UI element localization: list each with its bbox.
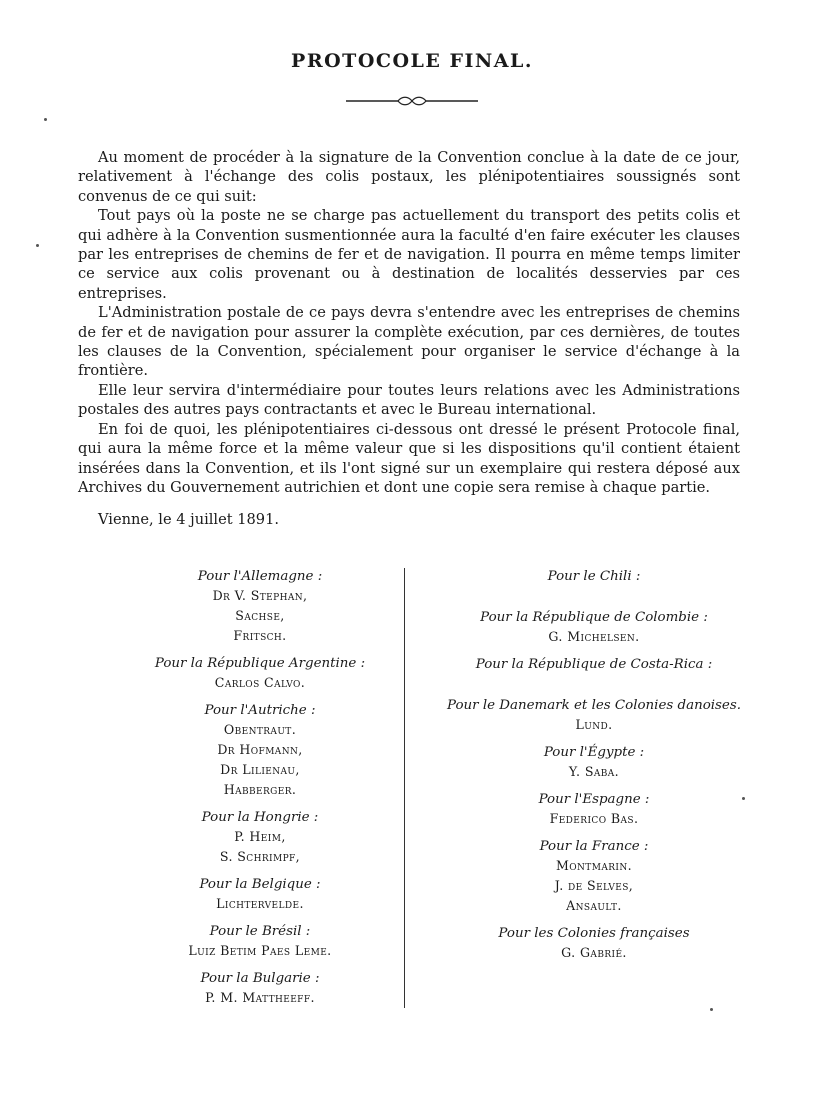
place-date: Vienne, le 4 juillet 1891. xyxy=(98,511,280,528)
signatory-name: G. Michelsen. xyxy=(548,629,640,644)
signatory-name: Federico Bas. xyxy=(549,811,639,826)
signatory-name: Ansault. xyxy=(566,898,622,913)
country-heading: Pour la Bulgarie : xyxy=(200,971,320,986)
signature-group xyxy=(414,743,774,782)
country-heading: Pour le Brésil : xyxy=(209,924,311,939)
signature-group xyxy=(414,790,774,829)
paragraph-in-witness: En foi de quoi, les plénipotentiaires ci-dessous ont dressé le présent Protocole final, qui aura la même force et la même valeur que si les dispositions qu'il contient étaient insérées dans la Convention, et ils l'ont signé sur un exemplaire qui restera déposé aux Archives du Gouvernement autrichien et dont une copie sera remise à chaque partie. xyxy=(78,420,740,496)
page-title: PROTOCOLE FINAL. xyxy=(291,50,533,72)
signature-group xyxy=(90,969,430,1008)
signature-group xyxy=(90,654,430,693)
ornament-divider-icon xyxy=(342,94,482,108)
signatory-name: Dr Lilienau, xyxy=(220,762,300,777)
paragraph-administration: L'Administration postale de ce pays devra s'entendre avec les entreprises de chemins de fer et de navigation pour assurer la complète exécution, par ces dernières, de toutes les clauses de la Convention, spécialement pour organiser le service d'échange à la frontière. xyxy=(78,304,740,380)
signature-group xyxy=(414,608,774,647)
signature-group xyxy=(90,808,430,867)
signatory-name: Sachse, xyxy=(235,608,285,623)
signature-group xyxy=(414,655,774,674)
scan-speck xyxy=(742,797,745,800)
signatory-name: P. M. Mattheeff. xyxy=(205,990,315,1005)
signature-group xyxy=(414,924,774,963)
signatory-name: Y. Saba. xyxy=(568,764,620,779)
country-heading: Pour l'Autriche : xyxy=(204,703,316,718)
country-heading: Pour la France : xyxy=(539,839,649,854)
signatures-left-column xyxy=(90,567,430,1016)
protocol-body xyxy=(78,148,740,497)
signature-group xyxy=(414,567,774,586)
paragraph-intermediary: Elle leur servira d'intermédiaire pour toutes leurs relations avec les Administrations postales des autres pays contractants et avec le Bureau international. xyxy=(78,381,740,419)
signatory-name: Habberger. xyxy=(223,782,297,797)
signatory-name: Fritsch. xyxy=(233,628,287,643)
signature-group xyxy=(414,837,774,916)
country-heading: Pour le Danemark et les Colonies danoises. xyxy=(447,698,741,713)
signatory-name: Carlos Calvo. xyxy=(214,675,306,690)
scan-speck xyxy=(44,118,47,121)
signatory-name: Lichtervelde. xyxy=(216,896,304,911)
signatory-name: Dr V. Stephan, xyxy=(212,588,308,603)
signatory-name: Montmarin. xyxy=(555,858,633,873)
signature-group xyxy=(90,922,430,961)
signature-group xyxy=(90,567,430,646)
signatory-name: Luiz Betim Paes Leme. xyxy=(188,943,332,958)
signatures-right-column xyxy=(414,567,774,971)
country-heading: Pour l'Égypte : xyxy=(543,745,645,760)
signature-group xyxy=(414,696,774,735)
scan-speck xyxy=(710,1008,713,1011)
country-heading: Pour la République Argentine : xyxy=(154,656,366,671)
paragraph-railway-clause: Tout pays où la poste ne se charge pas actuellement du transport des petits colis et qui adhère à la Convention susmentionnée aura la faculté d'en faire exécuter les clauses par les entreprises de chemins de fer et de navigation. Il pourra en même temps limiter ce service aux colis provenant ou à destination de localités desservies par ces entreprises. xyxy=(78,207,740,302)
country-heading: Pour la Hongrie : xyxy=(201,810,319,825)
country-heading: Pour la République de Costa-Rica : xyxy=(475,657,713,672)
signatory-name: Obentraut. xyxy=(223,722,297,737)
country-heading: Pour le Chili : xyxy=(547,569,641,584)
country-heading: Pour les Colonies françaises xyxy=(498,926,690,941)
scan-speck xyxy=(36,244,39,247)
signatory-name: G. Gabrié. xyxy=(561,945,627,960)
country-heading: Pour la Belgique : xyxy=(199,877,321,892)
signature-group xyxy=(90,701,430,800)
signatory-name: P. Heim, xyxy=(234,829,286,844)
country-heading: Pour la République de Colombie : xyxy=(480,610,708,625)
signatory-name: Lund. xyxy=(575,717,613,732)
signatory-name: J. de Selves, xyxy=(554,878,634,893)
paragraph-intro: Au moment de procéder à la signature de la Convention conclue à la date de ce jour, relativement à l'échange des colis postaux, les plénipotentiaires soussignés sont convenus de ce qui suit: xyxy=(78,149,740,205)
country-heading: Pour l'Espagne : xyxy=(538,792,650,807)
country-heading: Pour l'Allemagne : xyxy=(197,569,323,584)
signatory-name: Dr Hofmann, xyxy=(217,742,303,757)
signatory-name: S. Schrimpf, xyxy=(219,849,301,864)
signature-group xyxy=(90,875,430,914)
